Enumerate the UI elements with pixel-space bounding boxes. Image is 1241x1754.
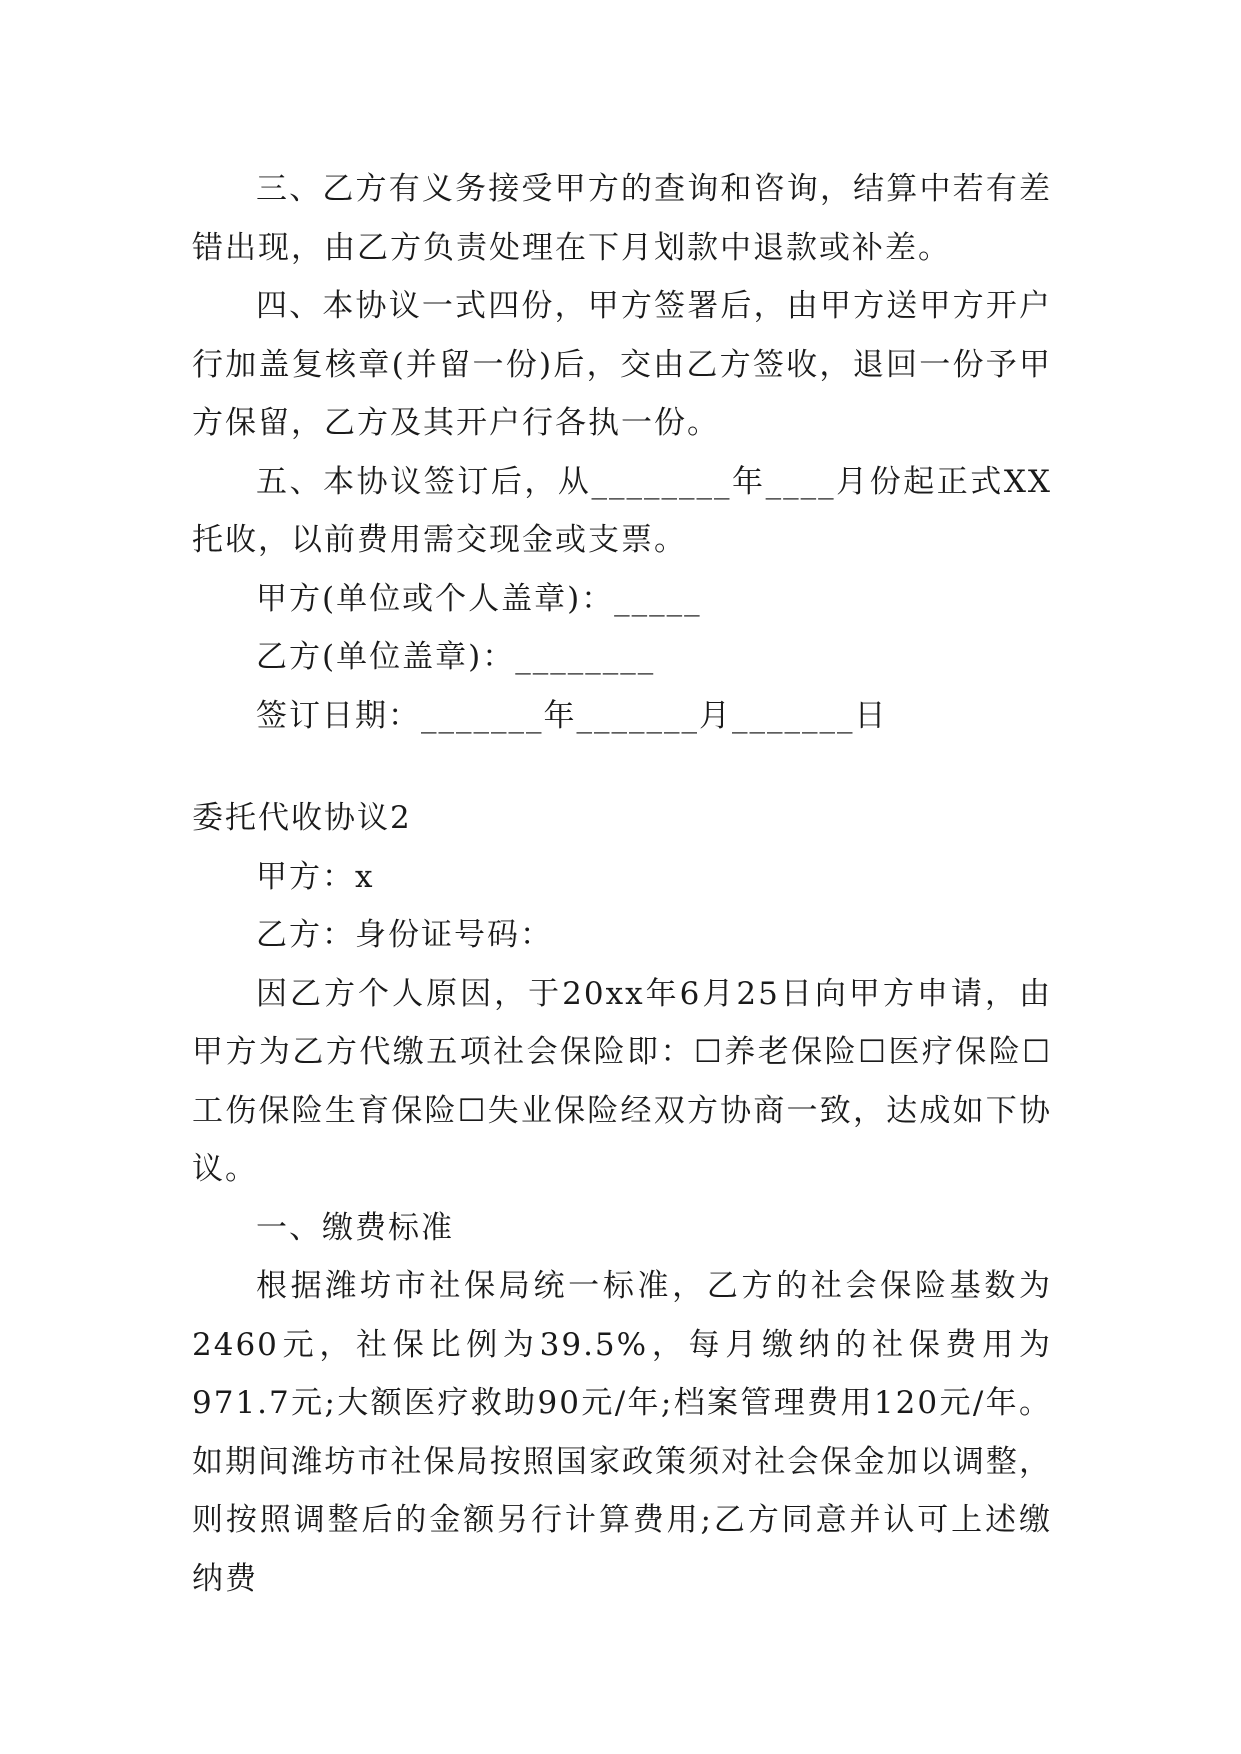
clause-3: 三、乙方有义务接受甲方的查询和咨询，结算中若有差错出现，由乙方负责处理在下月划款中退款或补差。 <box>192 171 1052 266</box>
payment-standard-paragraph: 根据潍坊市社保局统一标准，乙方的社会保险基数为2460元，社保比例为39.5%，每月缴纳的社保费用为971.7元;大额医疗救助90元/年;档案管理费用120元/年。如期间潍坊市社保局按照国家政策须对社会保金加以调整，则按照调整后的金额另行计算费用;乙方同意并认可上述缴纳费 <box>192 1268 1052 1597</box>
sign-date-line: 签订日期：_______年_______月_______日 <box>256 697 888 734</box>
party-b-line: 乙方：身份证号码： <box>256 917 553 953</box>
intro-paragraph: 因乙方个人原因，于20xx年6月25日向甲方申请，由甲方为乙方代缴五项社会保险即：☐养老保险☐医疗保险☐工伤保险生育保险☐失业保险经双方协商一致，达成如下协议。 <box>192 975 1052 1187</box>
subheading-payment-standard: 一、缴费标准 <box>256 1209 454 1246</box>
party-a-signature-line: 甲方(单位或个人盖章)：_____ <box>256 580 702 617</box>
clause-5: 五、本协议签订后，从________年____月份起正式XX托收，以前费用需交现金或支票。 <box>192 463 1052 558</box>
party-b-signature-line: 乙方(单位盖章)：________ <box>256 639 656 675</box>
clause-4: 四、本协议一式四份，甲方签署后，由甲方送甲方开户行加盖复核章(并留一份)后，交由乙方签收，退回一份予甲方保留，乙方及其开户行各执一份。 <box>192 288 1052 441</box>
party-a-line: 甲方：x <box>256 858 375 895</box>
section-gap <box>192 745 1052 789</box>
agreement-2-title: 委托代收协议2 <box>192 800 412 836</box>
document-body <box>192 160 1052 1608</box>
